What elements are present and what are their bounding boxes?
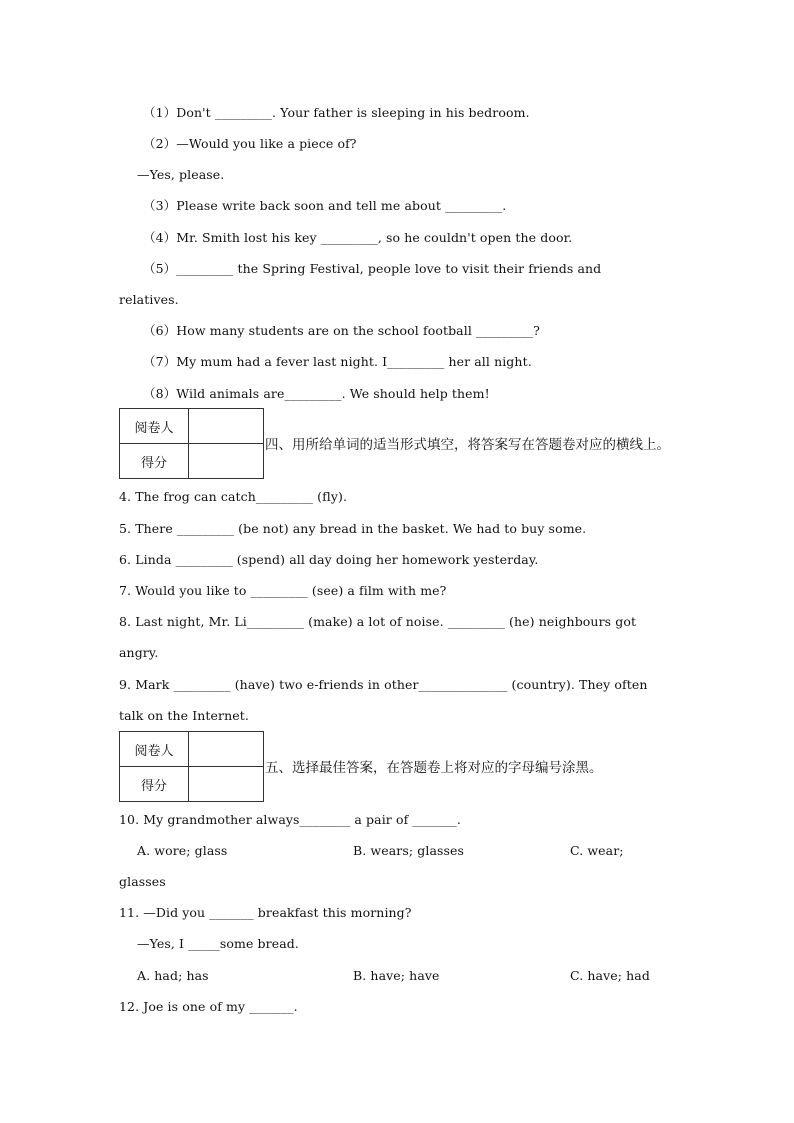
option-11-a: A. had; has [137,968,209,983]
option-10-b: B. wears; glasses [353,843,465,858]
score-label: 得分 [120,444,189,479]
reviewer-label: 阅卷人 [120,409,189,444]
question-line-6: （6）How many students are on the school football _________? [143,323,540,338]
option-10-c-cont: glasses [119,874,166,889]
answer-11: —Yes, I _____some bread. [137,936,299,951]
question-8: 8. Last night, Mr. Li_________ (make) a lot of noise. _________ (he) neighbours got [119,614,637,629]
score-field [189,767,264,802]
option-11-b: B. have; have [353,968,440,983]
question-line-8: （8）Wild animals are_________. We should help them! [143,386,490,401]
question-11: 11. —Did you _______ breakfast this morning? [119,905,412,920]
answer-line-2: —Yes, please. [137,167,225,182]
question-line-5: （5）_________ the Spring Festival, people love to visit their friends and [143,261,602,276]
question-line-1: （1）Don't _________. Your father is sleeping in his bedroom. [143,105,530,120]
question-line-7: （7）My mum had a fever last night. I_________ her all night. [143,354,532,369]
question-line-3: （3）Please write back soon and tell me about _________. [143,198,507,213]
question-line-2: （2）—Would you like a piece of? [143,136,357,151]
section-heading-part4: 四、用所给单词的适当形式填空，将答案写在答题卷对应的横线上。 [265,437,670,453]
score-label: 得分 [120,767,189,802]
question-line-4: （4）Mr. Smith lost his key _________, so he couldn't open the door. [143,230,573,245]
question-8-cont: angry. [119,645,159,660]
section-heading-part5: 五、选择最佳答案，在答题卷上将对应的字母编号涂黑。 [265,760,603,776]
option-10-a: A. wore; glass [137,843,228,858]
score-field [189,444,264,479]
option-10-c: C. wear; [570,843,624,858]
score-box-part5 [119,731,264,802]
question-6: 6. Linda _________ (spend) all day doing her homework yesterday. [119,552,539,567]
reviewer-field [189,409,264,444]
question-line-5-cont: relatives. [119,292,179,307]
score-box-part4 [119,408,264,479]
reviewer-label: 阅卷人 [120,732,189,767]
question-10: 10. My grandmother always________ a pair of _______. [119,812,461,827]
reviewer-field [189,732,264,767]
option-11-c: C. have; had [570,968,650,983]
question-12: 12. Joe is one of my _______. [119,999,298,1014]
question-7: 7. Would you like to _________ (see) a film with me? [119,583,447,598]
question-9: 9. Mark _________ (have) two e-friends in other______________ (country). They often [119,677,648,692]
question-5: 5. There _________ (be not) any bread in the basket. We had to buy some. [119,521,587,536]
question-4: 4. The frog can catch_________ (fly). [119,489,348,504]
question-9-cont: talk on the Internet. [119,708,249,723]
